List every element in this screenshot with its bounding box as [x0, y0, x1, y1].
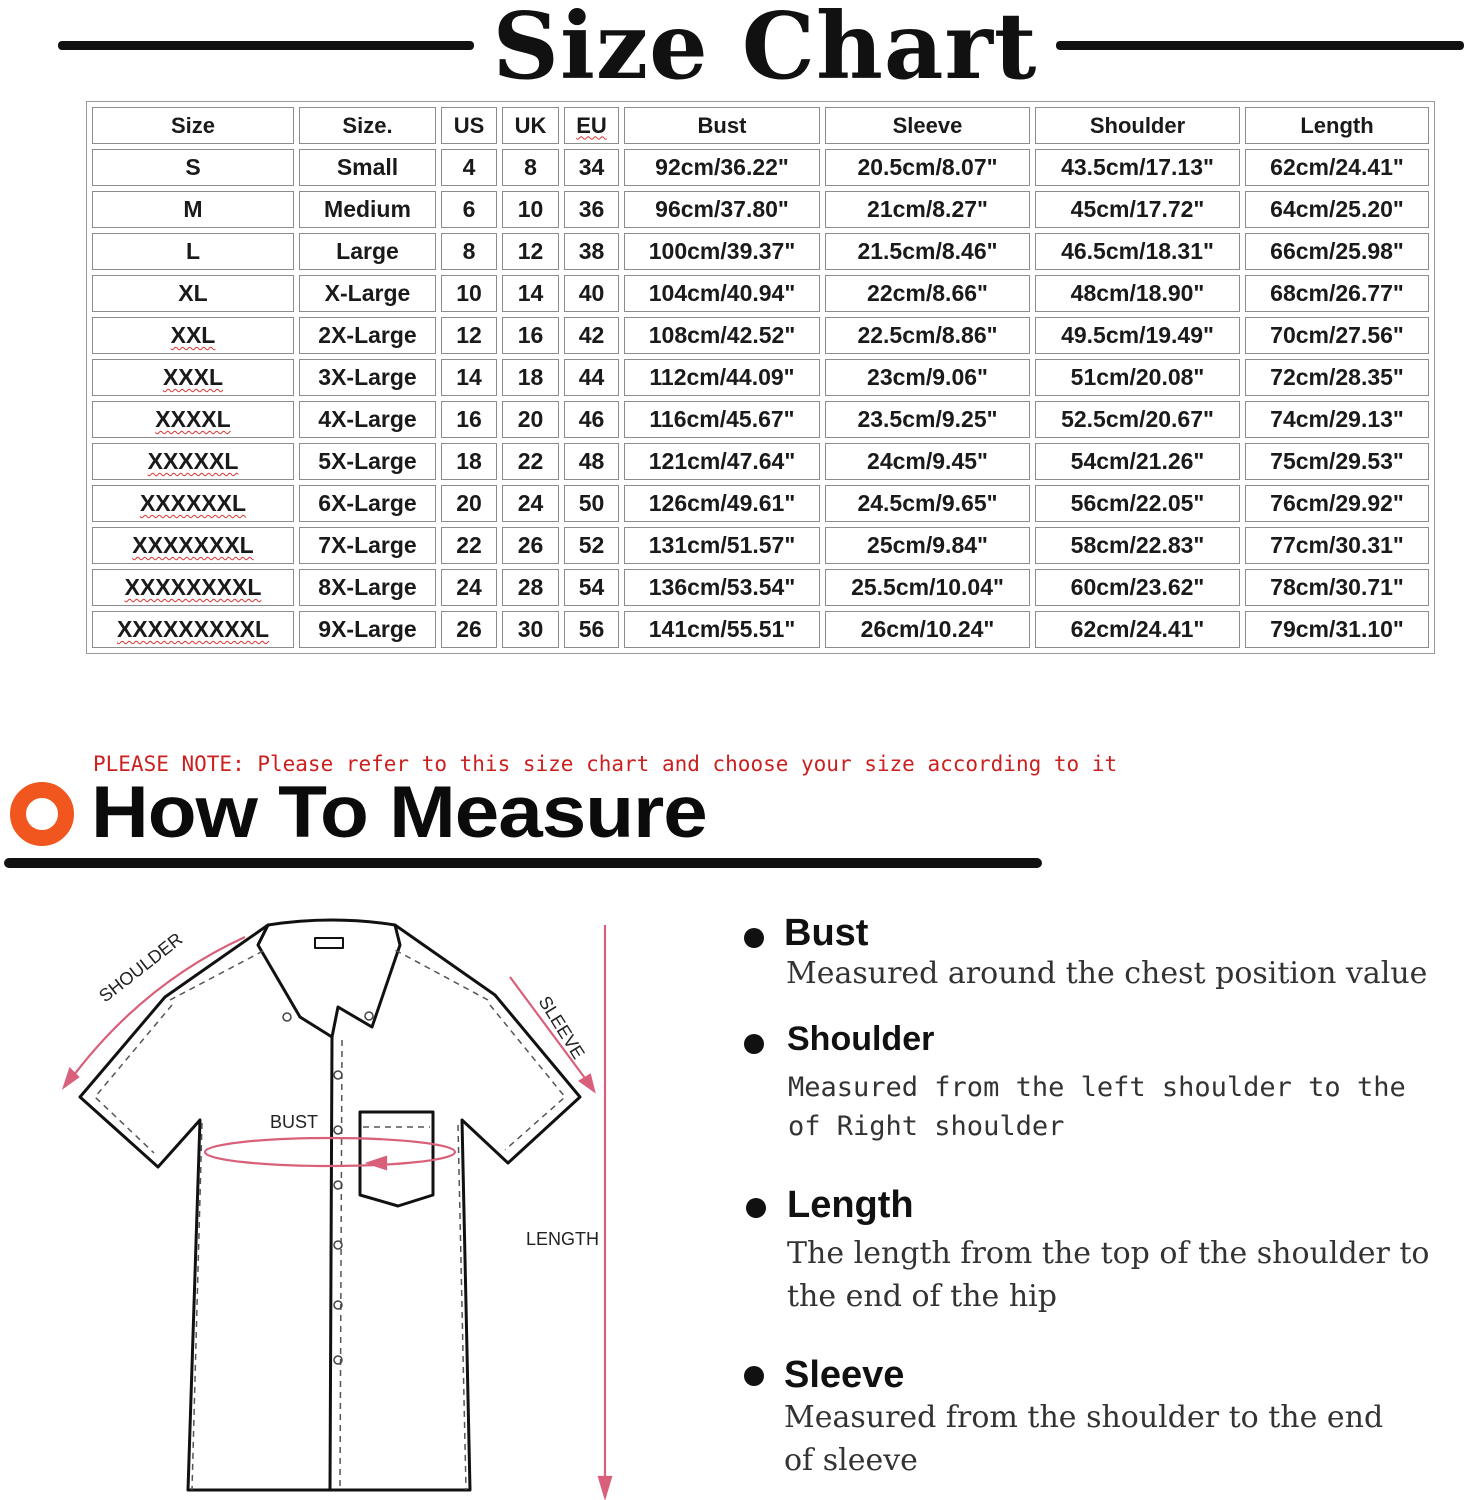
cell-eu: 46 [564, 401, 619, 438]
header-size-name: Size. [299, 107, 436, 144]
bust-label: BUST [270, 1112, 319, 1132]
orange-ring-icon [8, 780, 76, 848]
cell-shoulder: 52.5cm/20.67" [1035, 401, 1240, 438]
cell-uk: 30 [502, 611, 559, 648]
cell-bust: 108cm/42.52" [624, 317, 820, 354]
table-row [92, 275, 1429, 312]
cell-sleeve: 24cm/9.45" [825, 443, 1030, 480]
cell-bust: 112cm/44.09" [624, 359, 820, 396]
cell-eu: 54 [564, 569, 619, 606]
cell-length: 72cm/28.35" [1245, 359, 1429, 396]
cell-size-name: 5X-Large [299, 443, 436, 480]
header-size: Size [92, 107, 294, 144]
cell-us: 16 [441, 401, 497, 438]
title-rule-left [58, 41, 474, 50]
cell-bust: 126cm/49.61" [624, 485, 820, 522]
cell-size: M [92, 191, 294, 228]
cell-uk: 16 [502, 317, 559, 354]
cell-size-name: 8X-Large [299, 569, 436, 606]
table-row [92, 611, 1429, 648]
table-row [92, 149, 1429, 186]
cell-sleeve: 26cm/10.24" [825, 611, 1030, 648]
cell-us: 6 [441, 191, 497, 228]
header-uk: UK [502, 107, 559, 144]
cell-uk: 14 [502, 275, 559, 312]
cell-shoulder: 48cm/18.90" [1035, 275, 1240, 312]
cell-sleeve: 25.5cm/10.04" [825, 569, 1030, 606]
cell-eu: 44 [564, 359, 619, 396]
table-row [92, 569, 1429, 606]
header-us: US [441, 107, 497, 144]
description-line: of Right shoulder [788, 1111, 1065, 1142]
cell-bust: 92cm/36.22" [624, 149, 820, 186]
cell-size: XXXXXXXXXL [92, 611, 294, 648]
header-sleeve: Sleeve [825, 107, 1030, 144]
cell-sleeve: 21.5cm/8.46" [825, 233, 1030, 270]
cell-shoulder: 49.5cm/19.49" [1035, 317, 1240, 354]
cell-bust: 131cm/51.57" [624, 527, 820, 564]
cell-size-name: 2X-Large [299, 317, 436, 354]
cell-sleeve: 23.5cm/9.25" [825, 401, 1030, 438]
cell-bust: 121cm/47.64" [624, 443, 820, 480]
cell-size: XXXXXXL [92, 485, 294, 522]
cell-shoulder: 46.5cm/18.31" [1035, 233, 1240, 270]
cell-eu: 52 [564, 527, 619, 564]
cell-bust: 136cm/53.54" [624, 569, 820, 606]
cell-uk: 28 [502, 569, 559, 606]
cell-length: 79cm/31.10" [1245, 611, 1429, 648]
cell-length: 62cm/24.41" [1245, 149, 1429, 186]
cell-shoulder: 54cm/21.26" [1035, 443, 1240, 480]
cell-eu: 34 [564, 149, 619, 186]
table-header-row [92, 107, 1429, 144]
cell-shoulder: 43.5cm/17.13" [1035, 149, 1240, 186]
cell-size: XXXXXXXXL [92, 569, 294, 606]
cell-us: 22 [441, 527, 497, 564]
cell-length: 77cm/30.31" [1245, 527, 1429, 564]
how-to-measure-title: How To Measure [91, 770, 707, 853]
cell-us: 12 [441, 317, 497, 354]
page-title: Size Chart [492, 0, 1038, 100]
header-bust: Bust [624, 107, 820, 144]
cell-us: 18 [441, 443, 497, 480]
cell-uk: 26 [502, 527, 559, 564]
cell-length: 66cm/25.98" [1245, 233, 1429, 270]
table-body [92, 149, 1429, 648]
cell-length: 70cm/27.56" [1245, 317, 1429, 354]
size-note: PLEASE NOTE: Please refer to this size chart and choose your size according to it [93, 752, 1118, 776]
cell-size-name: 4X-Large [299, 401, 436, 438]
cell-sleeve: 23cm/9.06" [825, 359, 1030, 396]
cell-bust: 96cm/37.80" [624, 191, 820, 228]
cell-shoulder: 51cm/20.08" [1035, 359, 1240, 396]
cell-size: XXXXXL [92, 443, 294, 480]
cell-uk: 8 [502, 149, 559, 186]
description-line: of sleeve [784, 1443, 918, 1478]
cell-eu: 48 [564, 443, 619, 480]
cell-shoulder: 60cm/23.62" [1035, 569, 1240, 606]
cell-us: 24 [441, 569, 497, 606]
measure-heading: Length [787, 1184, 914, 1226]
cell-size: XXL [92, 317, 294, 354]
cell-sleeve: 25cm/9.84" [825, 527, 1030, 564]
cell-shoulder: 45cm/17.72" [1035, 191, 1240, 228]
cell-uk: 12 [502, 233, 559, 270]
cell-uk: 20 [502, 401, 559, 438]
cell-size-name: Small [299, 149, 436, 186]
cell-eu: 56 [564, 611, 619, 648]
cell-sleeve: 22cm/8.66" [825, 275, 1030, 312]
table-row [92, 443, 1429, 480]
cell-bust: 141cm/55.51" [624, 611, 820, 648]
cell-size: XXXXXXXL [92, 527, 294, 564]
cell-eu: 38 [564, 233, 619, 270]
header-length: Length [1245, 107, 1429, 144]
table-row [92, 359, 1429, 396]
sleeve-label: SLEEVE [534, 992, 589, 1063]
cell-shoulder: 58cm/22.83" [1035, 527, 1240, 564]
cell-bust: 100cm/39.37" [624, 233, 820, 270]
cell-length: 74cm/29.13" [1245, 401, 1429, 438]
cell-us: 26 [441, 611, 497, 648]
cell-bust: 104cm/40.94" [624, 275, 820, 312]
header-shoulder: Shoulder [1035, 107, 1240, 144]
size-chart-header [0, 0, 1467, 100]
cell-size-name: X-Large [299, 275, 436, 312]
cell-uk: 24 [502, 485, 559, 522]
description-line: The length from the top of the shoulder to [787, 1236, 1430, 1271]
cell-size-name: 6X-Large [299, 485, 436, 522]
cell-length: 76cm/29.92" [1245, 485, 1429, 522]
measure-heading: Bust [784, 912, 869, 954]
cell-shoulder: 62cm/24.41" [1035, 611, 1240, 648]
cell-us: 10 [441, 275, 497, 312]
cell-us: 4 [441, 149, 497, 186]
cell-us: 8 [441, 233, 497, 270]
length-label: LENGTH [526, 1229, 600, 1249]
cell-eu: 50 [564, 485, 619, 522]
cell-size: S [92, 149, 294, 186]
cell-eu: 42 [564, 317, 619, 354]
cell-size-name: Large [299, 233, 436, 270]
measure-description [787, 1232, 1429, 1318]
cell-sleeve: 22.5cm/8.86" [825, 317, 1030, 354]
measure-heading: Sleeve [784, 1354, 905, 1396]
bullet-dot [744, 928, 764, 948]
cell-eu: 40 [564, 275, 619, 312]
header-eu: EU [564, 107, 619, 144]
measure-description [784, 1396, 1383, 1482]
measure-description [786, 956, 1427, 991]
measure-heading: Shoulder [787, 1020, 935, 1058]
description-line: Measured from the shoulder to the end [784, 1400, 1384, 1435]
measure-description [788, 1068, 1406, 1146]
cell-sleeve: 24.5cm/9.65" [825, 485, 1030, 522]
cell-size: XXXXL [92, 401, 294, 438]
table-row [92, 233, 1429, 270]
cell-length: 75cm/29.53" [1245, 443, 1429, 480]
cell-size-name: 9X-Large [299, 611, 436, 648]
cell-shoulder: 56cm/22.05" [1035, 485, 1240, 522]
shirt-measure-diagram [50, 905, 650, 1500]
cell-uk: 10 [502, 191, 559, 228]
shoulder-label: SHOULDER [95, 928, 187, 1007]
cell-length: 78cm/30.71" [1245, 569, 1429, 606]
cell-sleeve: 21cm/8.27" [825, 191, 1030, 228]
bullet-dot [746, 1198, 766, 1218]
size-table [86, 101, 1435, 654]
table-row [92, 317, 1429, 354]
cell-sleeve: 20.5cm/8.07" [825, 149, 1030, 186]
bullet-dot [744, 1034, 764, 1054]
description-line: Measured from the left shoulder to the [788, 1072, 1406, 1103]
cell-size: XL [92, 275, 294, 312]
title-rule-right [1056, 41, 1464, 50]
table-row [92, 527, 1429, 564]
table-row [92, 485, 1429, 522]
cell-bust: 116cm/45.67" [624, 401, 820, 438]
cell-size: L [92, 233, 294, 270]
cell-size-name: Medium [299, 191, 436, 228]
shirt-pocket [360, 1112, 433, 1206]
table-row [92, 191, 1429, 228]
cell-size-name: 3X-Large [299, 359, 436, 396]
how-to-measure-rule [4, 858, 1042, 868]
cell-uk: 22 [502, 443, 559, 480]
description-line: Measured around the chest position value [786, 956, 1428, 991]
cell-us: 20 [441, 485, 497, 522]
table-row [92, 401, 1429, 438]
cell-length: 68cm/26.77" [1245, 275, 1429, 312]
cell-us: 14 [441, 359, 497, 396]
description-line: the end of the hip [787, 1279, 1057, 1314]
cell-uk: 18 [502, 359, 559, 396]
cell-size: XXXL [92, 359, 294, 396]
cell-eu: 36 [564, 191, 619, 228]
cell-length: 64cm/25.20" [1245, 191, 1429, 228]
cell-size-name: 7X-Large [299, 527, 436, 564]
bullet-dot [744, 1366, 764, 1386]
